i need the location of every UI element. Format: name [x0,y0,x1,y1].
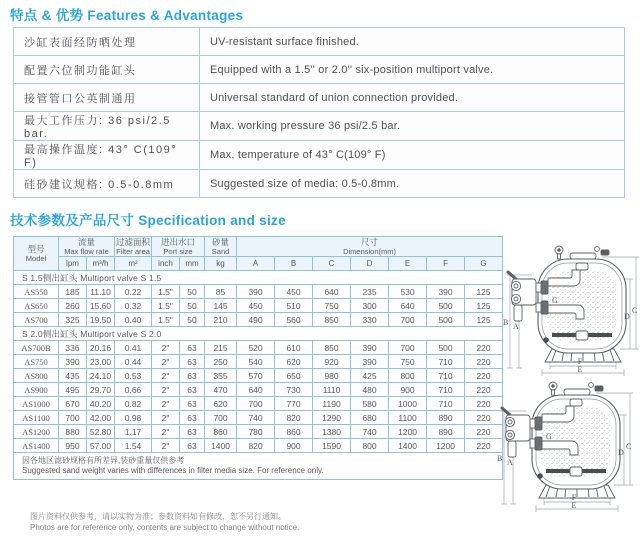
value-cell: 220 [465,425,503,439]
spec-data-row [14,397,503,411]
value-cell: 540 [237,355,275,369]
value-cell: 980 [313,369,351,383]
value-cell: 620 [275,355,313,369]
spec-title: 技术参数及产品尺寸 Specification and size [10,213,286,228]
column-header-group [115,237,152,257]
column-header-group-cn: 过滤面积 [116,237,151,247]
feature-text-en: UV-resistant surface finished. [200,28,625,56]
value-cell: 850 [313,341,351,355]
value-cell: 450 [237,299,275,313]
value-cell: 390 [351,341,389,355]
spec-header-units-row [14,257,503,271]
value-cell: 495 [59,383,87,397]
column-header-unit: lpm [59,257,87,271]
value-cell: 700 [237,397,275,411]
value-cell: 0.82 [115,397,152,411]
value-cell: 52.80 [87,425,115,439]
model-cell: AS700B [14,341,59,355]
value-cell: 0.41 [115,341,152,355]
value-cell: 19.50 [87,313,115,327]
value-cell: 500 [427,341,465,355]
spec-section-row [14,327,503,341]
spec-data-row [14,285,503,299]
dimension-lines-bottom [536,498,618,512]
spec-section-label: S 2.0侧出缸头 Multiport valve S 2.0 [14,327,503,341]
value-cell: 520 [237,341,275,355]
value-cell: 0.66 [115,383,152,397]
column-header-model-en: Model [25,254,47,263]
value-cell: 680 [351,411,389,425]
svg-text:C: C [632,306,638,315]
value-cell: 890 [427,425,465,439]
value-cell: 2" [152,411,180,425]
svg-text:G: G [552,296,558,305]
svg-text:G: G [546,432,552,441]
value-cell: 2" [152,355,180,369]
value-cell: 63 [180,439,205,453]
value-cell: 220 [465,369,503,383]
column-header-unit: inch [152,257,180,271]
column-header-group-en: Max flow rate [64,247,109,256]
value-cell: 220 [465,383,503,397]
column-header-unit: A [237,257,275,271]
pressure-gauge-icon [549,382,557,395]
value-cell: 900 [389,383,427,397]
value-cell: 710 [427,355,465,369]
value-cell: 185 [59,285,87,299]
value-cell: 85 [205,285,237,299]
feature-row [14,112,625,141]
value-cell: 63 [180,355,205,369]
value-cell: 1110 [313,383,351,397]
value-cell: 1.5" [152,313,180,327]
sand-filter-drawing-icon [496,377,634,513]
value-cell: 50 [180,313,205,327]
value-cell: 250 [205,355,237,369]
value-cell: 1200 [389,425,427,439]
spec-section-label: S 1.5侧出缸头 Multiport valve S 1.5 [14,271,503,285]
value-cell: 700 [389,313,427,327]
value-cell: 2" [152,383,180,397]
value-cell: 2" [152,397,180,411]
model-cell: AS1100 [14,411,59,425]
value-cell: 220 [465,411,503,425]
value-cell: 780 [237,425,275,439]
value-cell: 1.5" [152,285,180,299]
spec-table [13,236,503,480]
spec-data-row [14,369,503,383]
value-cell: 2" [152,425,180,439]
value-cell: 336 [59,341,87,355]
value-cell: 1400 [389,439,427,453]
value-cell: 220 [465,397,503,411]
value-cell: 220 [465,355,503,369]
value-cell: 40.20 [87,397,115,411]
column-header-unit: F [427,257,465,271]
column-header-unit: m³/h [87,257,115,271]
spec-note [14,453,503,480]
value-cell: 610 [275,341,313,355]
value-cell: 63 [180,397,205,411]
value-cell: 2" [152,341,180,355]
model-cell: AS800 [14,369,59,383]
column-header-unit: kg [205,257,237,271]
value-cell: 325 [59,313,87,327]
value-cell: 215 [205,341,237,355]
footer-note-en: Photos are for reference only, contents are subject to change without notice. [30,523,300,532]
spec-note-en: Suggested sand weight varies with differences in filter media size. For reference only. [22,466,324,475]
value-cell: 570 [237,369,275,383]
column-header-unit: G [465,257,503,271]
column-header-unit: B [275,257,313,271]
svg-text:B: B [497,454,503,463]
value-cell: 850 [313,313,351,327]
value-cell: 880 [59,425,87,439]
value-cell: 11.10 [87,285,115,299]
value-cell: 820 [275,411,313,425]
value-cell: 63 [180,369,205,383]
value-cell: 260 [59,299,87,313]
model-cell: AS900 [14,383,59,397]
value-cell: 1190 [313,397,351,411]
value-cell: 125 [465,313,503,327]
column-header-group [152,237,205,257]
value-cell: 63 [180,383,205,397]
features-table [13,27,625,198]
column-header-group-en: Port size [163,247,193,256]
feature-text-en: Equipped with a 1.5'' or 2.0'' six-position multiport valve. [200,56,625,84]
value-cell: 800 [351,439,389,453]
value-cell: 15.60 [87,299,115,313]
value-cell: 450 [275,285,313,299]
model-cell: AS1400 [14,439,59,453]
value-cell: 220 [465,341,503,355]
column-header-unit: D [351,257,389,271]
dimension-lines-bottom [542,362,624,376]
column-header-group-cn: 砂量 [212,237,230,247]
value-cell: 640 [237,383,275,397]
value-cell: 0.98 [115,411,152,425]
value-cell: 24.10 [87,369,115,383]
value-cell: 210 [205,313,237,327]
value-cell: 1590 [313,439,351,453]
value-cell: 1000 [389,397,427,411]
filter-diagram-top [502,241,640,377]
feature-text-en: Max. temperature of 43° C(109° F) [200,141,625,170]
spec-data-row [14,439,503,453]
spec-header-group-row [14,237,503,257]
svg-text:E: E [577,365,583,374]
column-header-group-cn: 进出水口 [161,237,196,247]
svg-text:A: A [513,322,519,331]
svg-text:B: B [503,318,509,327]
model-cell: AS1000 [14,397,59,411]
spec-table-head [14,237,503,271]
value-cell: 390 [59,355,87,369]
column-header-unit: mm [180,257,205,271]
features-body [14,28,625,198]
column-header-model [14,237,59,271]
value-cell: 2" [152,439,180,453]
value-cell: 435 [59,369,87,383]
column-header-group-en: Sand [211,247,230,256]
value-cell: 50 [180,299,205,313]
value-cell: 860 [205,425,237,439]
column-header-group-cn: 流量 [78,237,96,247]
feature-row [14,56,625,84]
value-cell: 640 [389,299,427,313]
model-cell: AS750 [14,355,59,369]
value-cell: 700 [205,411,237,425]
value-cell: 1290 [313,411,351,425]
feature-text-cn: 配置六位制功能缸头 [14,56,200,84]
value-cell: 740 [351,425,389,439]
value-cell: 620 [205,397,237,411]
column-header-unit: E [389,257,427,271]
value-cell: 125 [465,285,503,299]
column-header-group-en: Filter area [116,247,150,256]
spec-data-row [14,383,503,397]
spec-data-row [14,313,503,327]
value-cell: 57.00 [87,439,115,453]
feature-row [14,141,625,170]
value-cell: 800 [389,369,427,383]
value-cell: 480 [351,383,389,397]
feature-row [14,170,625,198]
value-cell: 50 [180,285,205,299]
value-cell: 1100 [389,411,427,425]
value-cell: 63 [180,341,205,355]
svg-text:D: D [624,312,630,321]
column-header-group-cn: 尺寸 [361,237,379,247]
feature-text-en: Suggested size of media: 0.5-0.8mm. [200,170,625,198]
value-cell: 42.00 [87,411,115,425]
column-header-group [237,237,503,257]
svg-text:A: A [507,458,513,467]
value-cell: 640 [313,285,351,299]
feature-text-cn: 接管管口公英制通用 [14,84,200,112]
spec-note-cn: 因各地区滤砂规格有所差异,装砂重量仅供参考 [22,456,185,465]
value-cell: 20.16 [87,341,115,355]
value-cell: 700 [59,411,87,425]
value-cell: 330 [351,313,389,327]
column-header-model-cn: 型号 [27,244,45,254]
value-cell: 63 [180,411,205,425]
column-header-group [59,237,115,257]
value-cell: 1380 [313,425,351,439]
filter-diagram-bottom [496,377,634,513]
spec-data-row [14,341,503,355]
value-cell: 29.70 [87,383,115,397]
value-cell: 860 [275,425,313,439]
value-cell: 23.00 [87,355,115,369]
feature-text-cn: 最大工作压力: 36 psi/2.5 bar. [14,112,200,141]
column-header-group-en: Dimension(mm) [343,247,396,256]
spec-section-row [14,271,503,285]
value-cell: 700 [389,341,427,355]
footer-note [30,511,299,533]
svg-text:C: C [626,442,632,451]
value-cell: 1400 [205,439,237,453]
svg-text:F: F [577,357,583,366]
value-cell: 900 [275,439,313,453]
value-cell: 530 [389,285,427,299]
value-cell: 560 [275,313,313,327]
features-title: 特点 & 优势 Features & Advantages [10,8,244,23]
value-cell: 355 [205,369,237,383]
value-cell: 0.22 [115,285,152,299]
value-cell: 1.54 [115,439,152,453]
pressure-gauge-icon [555,246,563,259]
value-cell: 580 [351,397,389,411]
value-cell: 950 [59,439,87,453]
sand-filter-drawing-icon [502,241,640,377]
value-cell: 710 [427,397,465,411]
spec-note-row [14,453,503,480]
value-cell: 0.32 [115,299,152,313]
model-cell: AS550 [14,285,59,299]
value-cell: 425 [351,369,389,383]
value-cell: 2" [152,369,180,383]
value-cell: 920 [313,355,351,369]
value-cell: 500 [427,299,465,313]
value-cell: 890 [427,411,465,425]
spec-data-row [14,425,503,439]
value-cell: 510 [275,299,313,313]
column-header-unit: C [313,257,351,271]
column-header-group [205,237,237,257]
value-cell: 125 [465,299,503,313]
value-cell: 235 [351,285,389,299]
feature-text-cn: 硅砂建议规格: 0.5-0.8mm [14,170,200,198]
feature-text-cn: 最高操作温度: 43° C(109° F) [14,141,200,170]
model-cell: AS1200 [14,425,59,439]
value-cell: 0.40 [115,313,152,327]
value-cell: 300 [351,299,389,313]
spec-data-row [14,411,503,425]
value-cell: 1.5" [152,299,180,313]
footer-note-cn: 图片资料仅供参考，请以实物为准；参数资料如有修改，恕不另行通知。 [30,512,286,521]
value-cell: 0.53 [115,369,152,383]
spec-table-body [14,271,503,480]
value-cell: 490 [237,313,275,327]
value-cell: 390 [427,285,465,299]
spec-data-row [14,355,503,369]
model-cell: AS700 [14,313,59,327]
value-cell: 470 [205,383,237,397]
value-cell: 1.17 [115,425,152,439]
value-cell: 670 [59,397,87,411]
svg-text:E: E [571,501,577,510]
value-cell: 710 [427,369,465,383]
feature-row [14,84,625,112]
value-cell: 0.44 [115,355,152,369]
feature-text-cn: 沙缸表面经防晒处理 [14,28,200,56]
spec-data-row [14,299,503,313]
feature-text-en: Max. working pressure 36 psi/2.5 bar. [200,112,625,141]
value-cell: 390 [351,355,389,369]
value-cell: 750 [389,355,427,369]
svg-text:F: F [571,493,577,502]
value-cell: 710 [427,383,465,397]
value-cell: 730 [275,383,313,397]
svg-text:D: D [618,448,624,457]
value-cell: 500 [427,313,465,327]
model-cell: AS650 [14,299,59,313]
value-cell: 650 [275,369,313,383]
value-cell: 770 [275,397,313,411]
value-cell: 220 [465,439,503,453]
value-cell: 750 [313,299,351,313]
value-cell: 820 [237,439,275,453]
feature-row [14,28,625,56]
value-cell: 390 [237,285,275,299]
value-cell: 740 [237,411,275,425]
value-cell: 145 [205,299,237,313]
feature-text-en: Universal standard of union connection provided. [200,84,625,112]
value-cell: 1200 [427,439,465,453]
value-cell: 63 [180,425,205,439]
column-header-unit: m² [115,257,152,271]
